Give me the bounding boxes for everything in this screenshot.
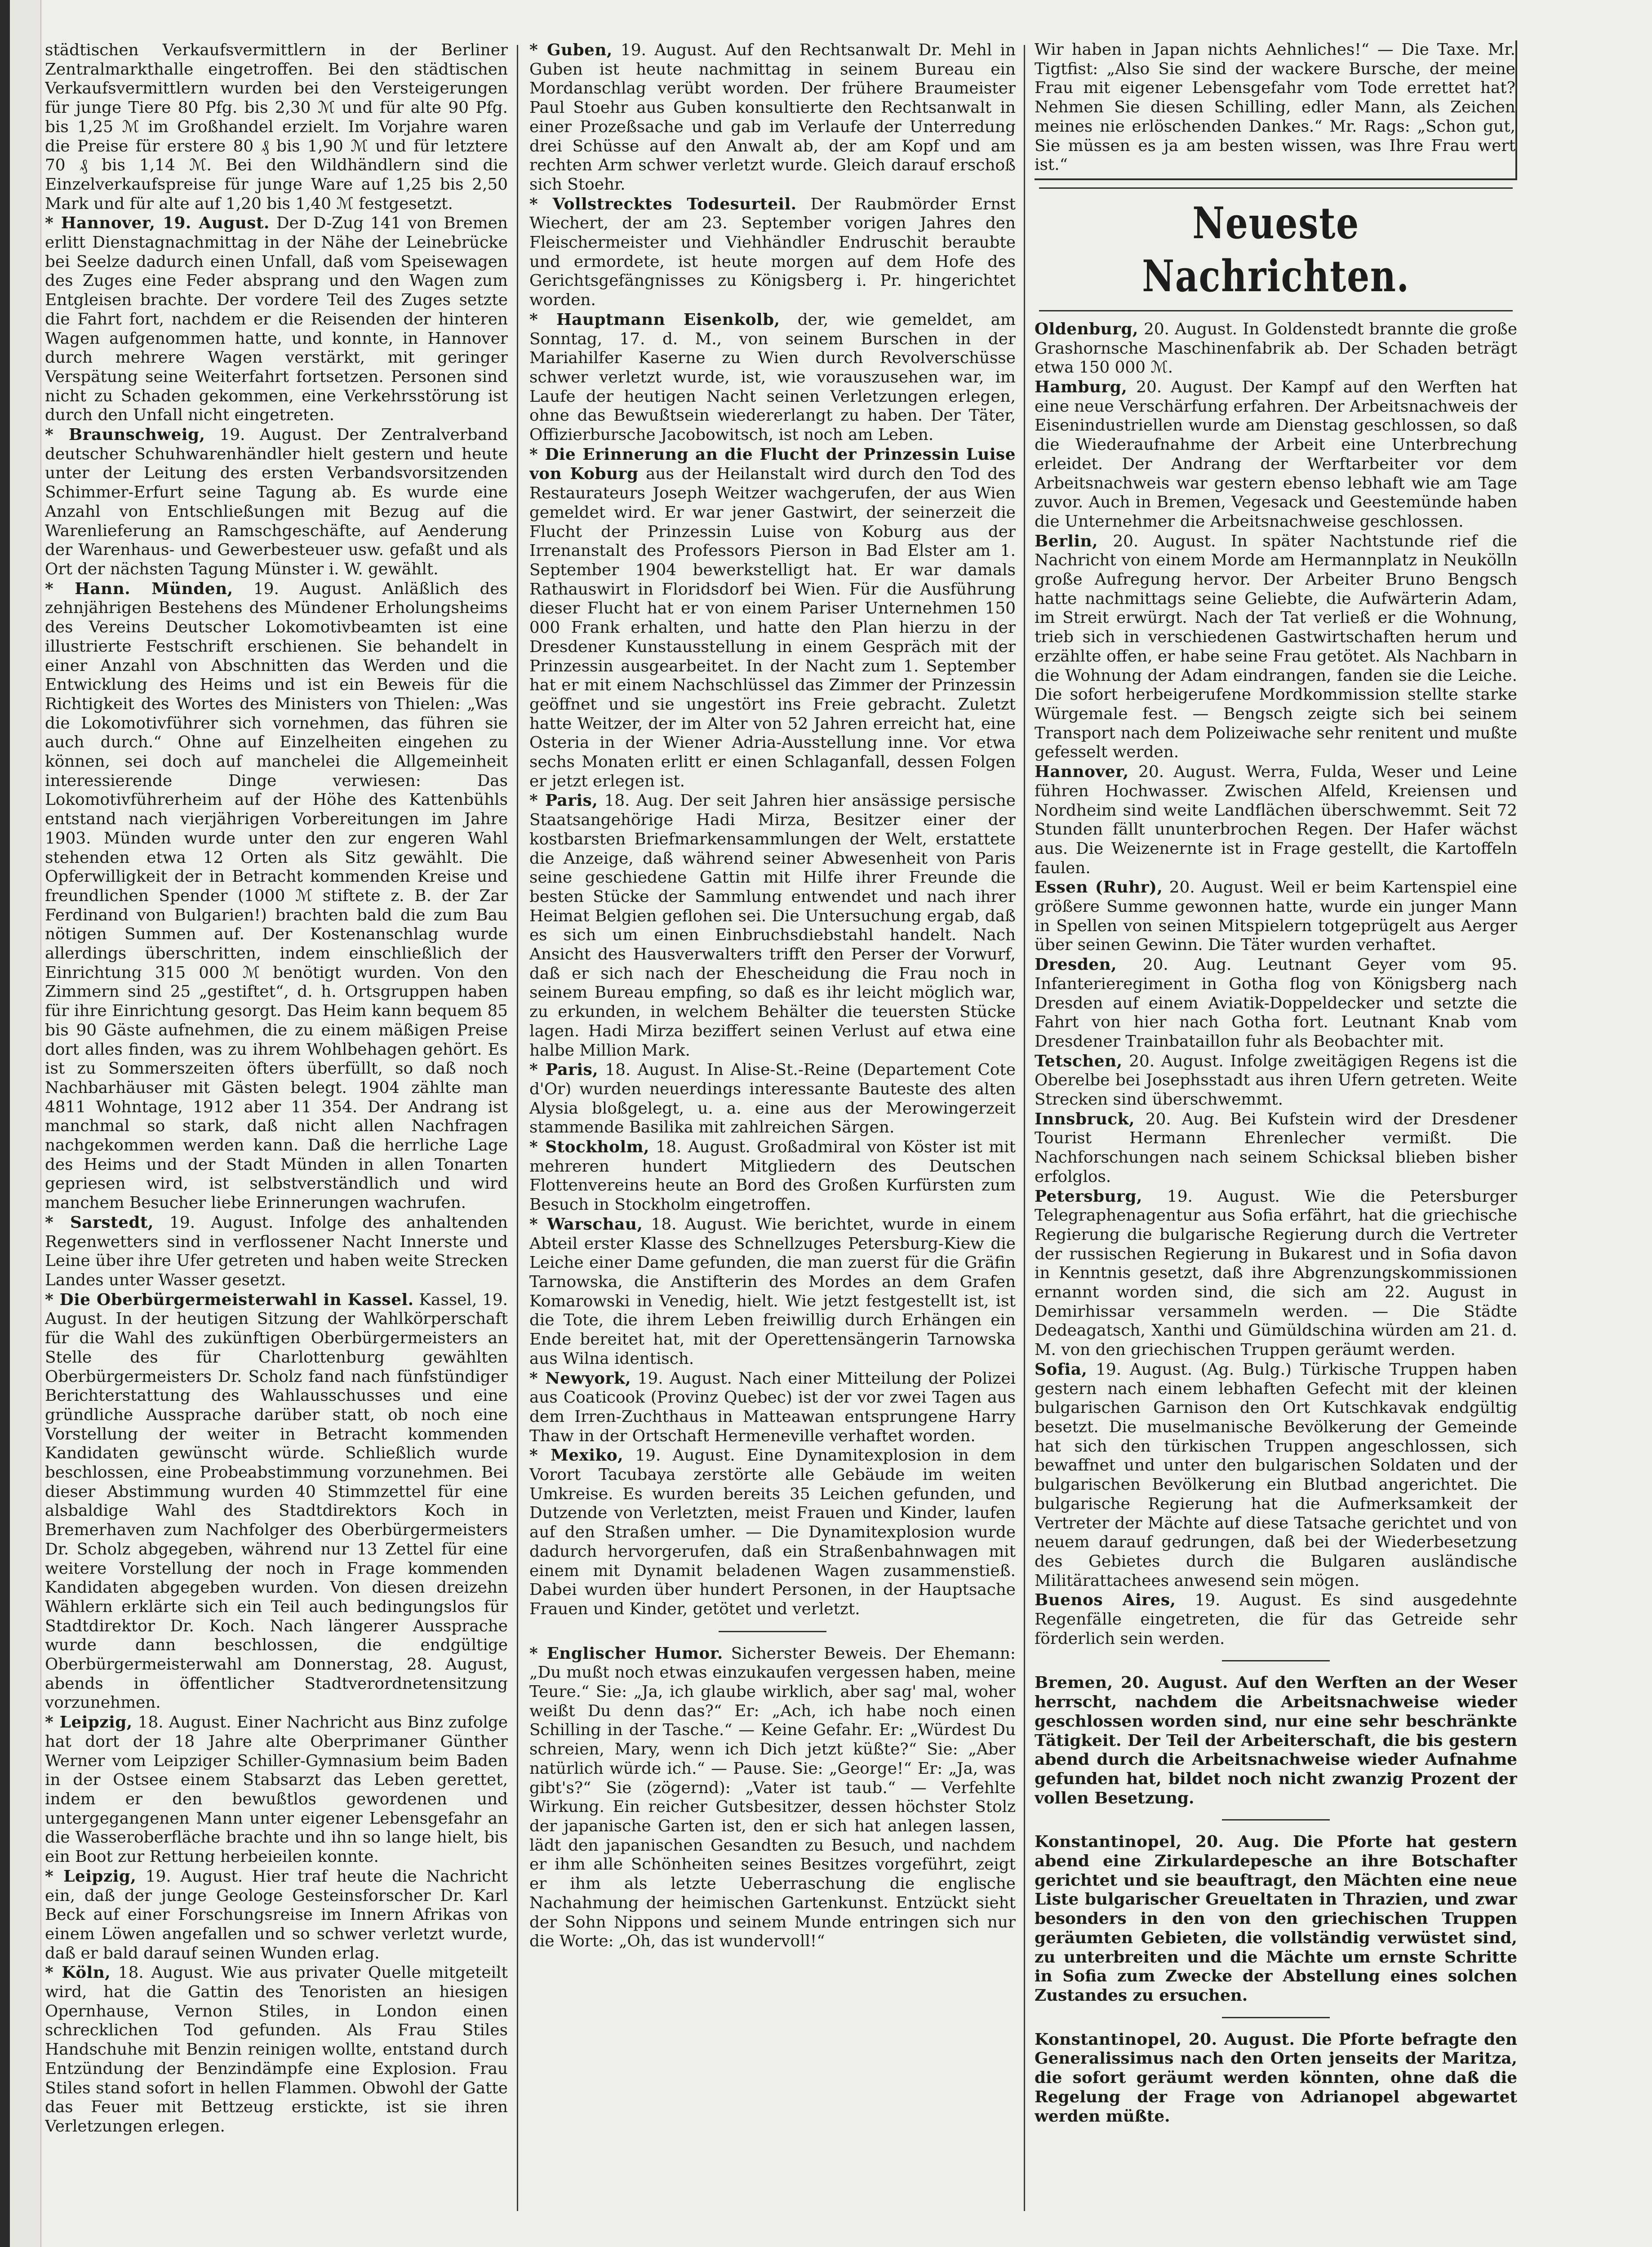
news-item-dateline: Petersburg,	[1035, 1186, 1142, 1206]
news-item	[1035, 1187, 1517, 1360]
news-item	[529, 195, 1016, 310]
column-left	[45, 40, 508, 2247]
news-item	[529, 1446, 1016, 1619]
short-divider	[1222, 1660, 1330, 1661]
news-item-body: 18. August. Großadmiral von Köster ist mit mehreren hundert Mitgliedern des Deutschen Flottenvereins heute an Bord des Großen Kurfürsten zum Besuch in Stockholm eingetroffen.	[529, 1138, 1016, 1214]
news-item-dateline: Bremen, 20. August.	[1035, 1673, 1229, 1692]
section-title-underline	[1039, 310, 1513, 311]
news-item	[1035, 532, 1517, 762]
news-item-body: 19. August. Anläßlich des zehnjährigen Bestehens des Mündener Erholungsheims des Vereins Deutscher Lokomotivbeamten ist eine illustrierte Festschrift erschienen. Sie behandelt in einer Anzahl von Abschnitten das Werden und die Entwicklung des Heims und ist ein Beweis für die Richtigkeit des Wortes des Ministers von Thielen: „Was die Lokomotivführer sich vornehmen, das führen sie auch durch.“ Ohne auf Einzelheiten eingehen zu können, sei doch auf manchelei die Allgemeinheit interessierende Dinge verwiesen: Das Lokomotivführerheim auf der Höhe des Kattenbühls entstand nach vierjährigen Vorbereitungen im Jahre 1903. Münden wurde unter den zur engeren Wahl stehenden etwa 12 Orten als Sitz gewählt. Die Opferwilligkeit der in Betracht kommenden Kreise und freundlichen Spender (1000 ℳ stiftete z. B. der Zar Ferdinand von Bulgarien!) brachten bald die zum Bau nötigen Summen auf. Der Kostenanschlag wurde allerdings überschritten, indem einschließlich der Einrichtung 315 000 ℳ benötigt wurden. Von den Zimmern sind 25 „gestiftet“, d. h. Ortsgruppen haben für ihre Einrichtung gesorgt. Das Heim kann bequem 85 bis 90 Gäste aufnehmen, die zu einem mäßigen Preise dort alles finden, was zu ihrem Wohlbehagen gehört. Es ist zu Sommerszeiten öfters überfüllt, so daß noch Nachbarhäuser mit Gästen belegt. 1904 zählte man 4811 Wohntage, 1912 aber 11 354. Der Andrang ist manchmal so stark, daß nicht allen Nachfragen nachgekommen werden kann. Daß die herrliche Lage des Heims und der Stadt Münden in allen Tonarten gepriesen wird, ist selbstverständlich und wird manchem Besucher liebe Erinnerungen wachrufen.	[45, 579, 508, 1212]
column-rule-right	[1024, 45, 1025, 2211]
news-items	[1035, 320, 1517, 1649]
news-item-body: 19. August. Es sind ausgedehnte Regenfälle eingetreten, die für das Getreide sehr förderlich sein werden.	[1035, 1591, 1517, 1648]
news-item	[1035, 1590, 1517, 1648]
news-item-dateline: Konstantinopel, 20. Aug.	[1035, 1832, 1280, 1852]
news-item-body: 20. August. Der Kampf auf den Werften hat eine neue Verschärfung erfahren. Der Arbeitsnachweis der Eisenindustriellen wurde am Dienstag geschlossen, so daß die Wiederaufnahme der Arbeit eine Unterbrechung erleidet. Der Andrang der Werftarbeiter vor dem Arbeitsnachweis war gestern ebenso lebhaft wie am Tage zuvor. Auch in Bremen, Vegesack und Geestemünde haben die Unternehmer die Arbeitsnachweise geschlossen.	[1035, 378, 1517, 531]
news-item	[45, 213, 508, 425]
news-item	[529, 1060, 1016, 1137]
news-item	[45, 1963, 508, 2136]
news-item-dateline: Oldenburg,	[1035, 319, 1139, 338]
news-item-dateline: * Mexiko,	[529, 1446, 624, 1465]
news-item	[1035, 1832, 1517, 2005]
news-item-dateline: Dresden,	[1035, 955, 1117, 974]
short-divider	[719, 1631, 826, 1632]
news-item-dateline: Sofia,	[1035, 1359, 1088, 1379]
short-divider	[1222, 2017, 1330, 2018]
news-item-body: 19. August. Auf den Rechtsanwalt Dr. Mehl in Guben ist heute nachmittag in seinem Bureau ein Mordanschlag verübt worden. Der frühere Braumeister Paul Stoehr aus Guben konsultierte den Rechtsanwalt in einer Prozeßsache und gab im Verlaufe der Unterredung drei Schüsse auf den Anwalt ab, der am Kopf und am rechten Arm schwer verletzt wurde. Gleich darauf erschoß sich Stoehr.	[529, 41, 1016, 194]
news-item-dateline: Buenos Aires,	[1035, 1590, 1176, 1610]
news-item-body: städtischen Verkaufsvermittlern in der Berliner Zentralmarkthalle eingetroffen. Bei den städtischen Verkaufsvermittlern wurden bei den Versteigerungen für junge Tiere 80 Pfg. bis 2,30 ℳ und für alte 90 Pfg. bis 1,25 ℳ im Großhandel erzielt. Im Vorjahre waren die Preise für erstere 80 ₰ bis 1,90 ℳ und für letztere 70 ₰ bis 1,14 ℳ. Bei den Wildhändlern sind die Einzelverkaufspreise für junge Ware auf 1,25 bis 2,50 Mark und für alte auf 1,20 bis 1,40 ℳ festgesetzt.	[45, 41, 508, 213]
news-item-body: 20. August. Werra, Fulda, Weser und Leine führen Hochwasser. Zwischen Alfeld, Kreiensen und Nordheim sind weite Landflächen überschwemmt. Seit 72 Stunden fällt ununterbrochen Regen. Der Hafer wächst aus. Die Weizenernte ist in Frage gestellt, die Kartoffeln faulen.	[1035, 763, 1517, 877]
news-item-dateline: * Hannover, 19. August.	[45, 213, 270, 233]
news-item	[45, 1867, 508, 1963]
news-item-body: 18. August. In Alise-St.-Reine (Departement Cote d'Or) wurden neuerdings interessante Bauteste des alten Alysia bloßgelegt, u. a. eine aus der Merowingerzeit stammende Basilika mit zahlreichen Särgen.	[529, 1061, 1016, 1137]
news-item-body: 18. August. Einer Nachricht aus Binz zufolge hat dort der 18 Jahre alte Oberprimaner Günther Werner vom Leipziger Schiller-Gymnasium beim Baden in der Ostsee einem Stabsarzt das Leben gerettet, indem er den bewußtlos gewordenen und untergegangenen Mann unter eigener Lebensgefahr an die Wasseroberfläche brachte und ihn so lange hielt, bis ein Boot zur Rettung herbeieilen konnte.	[45, 1713, 508, 1866]
news-item-dateline: * Köln,	[45, 1963, 111, 1982]
news-item	[45, 1713, 508, 1867]
news-item	[1035, 955, 1517, 1052]
news-item	[45, 40, 508, 213]
news-item-body: Der Raubmörder Ernst Wiechert, der am 23. September vorigen Jahres den Fleischermeister und Viehhändler Endruschit beraubte und ermordete, ist heute morgen auf dem Hofe des Gerichtsgefängnisses zu Königsberg i. Pr. hingerichtet worden.	[529, 195, 1016, 310]
news-item-dateline: Innsbruck,	[1035, 1109, 1135, 1128]
news-item	[1035, 1360, 1517, 1590]
news-item	[1035, 878, 1517, 955]
news-item	[1035, 2030, 1517, 2126]
news-item	[45, 1213, 508, 1290]
news-item-body: 19. August. Infolge des anhaltenden Regenwetters sind in verflossener Nacht Innerste und Leine über ihre Ufer getreten und haben weite Strecken Landes unter Wasser gesetzt.	[45, 1213, 508, 1289]
section-title: Neueste Nachrichten.	[1142, 197, 1410, 302]
news-item-dateline: Konstantinopel, 20. August.	[1035, 2029, 1295, 2049]
news-item	[1035, 1052, 1517, 1110]
telegram-items	[1035, 1673, 1517, 2126]
scan-gutter-edge	[0, 0, 10, 2247]
news-item-dateline: * Die Erinnerung an die Flucht der Prinzessin Luise von Koburg	[529, 444, 1016, 484]
column-right	[1035, 40, 1517, 2247]
news-item-dateline: * Hann. Münden,	[45, 579, 233, 598]
news-item-body: 19. August. Eine Dynamitexplosion in dem Vorort Tacubaya zerstörte alle Gebäude im weiten Umkreise. Es wurden bereits 35 Leichen gefunden, und Dutzende von Verletzten, meist Frauen und Kinder, laufen auf den Straßen umher. — Die Dynamitexplosion wurde dadurch hervorgerufen, daß ein Straßenbahnwagen mit einem mit Dynamit beladenen Wagen zusammenstieß. Dabei wurden über hundert Personen, in der Hauptsache Frauen und Kinder, getötet und verletzt.	[529, 1446, 1016, 1618]
news-item-dateline: Tetschen,	[1035, 1051, 1123, 1070]
humor-continuation-box	[1035, 40, 1517, 180]
news-item-dateline: * Newyork,	[529, 1368, 631, 1388]
news-item-dateline: * Englischer Humor.	[529, 1643, 723, 1663]
news-item	[529, 310, 1016, 445]
news-item-body: 18. Aug. Der seit Jahren hier ansässige persische Staatsangehörige Hadi Mirza, Besitzer einer der kostbarsten Briefmarkensammlungen der Welt, erstattete die Anzeige, daß während seiner Abwesenheit von Paris seine geschiedene Gattin mit Hilfe ihrer Freunde die besten Stücke der Sammlung entwendet und nach ihrer Heimat Belgien geflohen sei. Die Untersuchung ergab, daß es sich um einen Einbruchsdiebstahl handelt. Nach Ansicht des Hausverwalters trifft den Perser der Vorwurf, daß er sich nach der Ehescheidung die Frau noch in seinem Bureau empfing, so daß es ihr leicht möglich war, zu erkunden, in welchem Behälter die teuersten Stücke lagen. Hadi Mirza beziffert seinen Verlust auf etwa eine halbe Million Mark.	[529, 791, 1016, 1060]
news-item	[1035, 320, 1517, 377]
news-item-body: Sicherster Beweis. Der Ehemann: „Du mußt noch etwas einzukaufen vergessen haben, meine Teure.“ Sie: „Ja, ich glaube wirklich, aber sag' mal, woher weißt Du denn das?“ Er: „Ach, ich habe noch einen Schilling in der Tasche.“ — Keine Gefahr. Er: „Würdest Du schreien, Mary, wenn ich Dich jetzt küßte?“ Sie: „Aber natürlich würde ich.“ — Pause. Sie: „George!“ Er: „Ja, was gibt's?“ Sie (zögernd): „Vater ist taub.“ — Verfehlte Wirkung. Ein reicher Gutsbesitzer, dessen höchster Stolz der japanische Garten ist, den er sich hat anlegen lassen, lädt den japanischen Gesandten zu Besuch, und nachdem er ihm alle Schönheiten seines Besitzes vorgeführt, zeigt er ihm als letzte Ueberraschung die englische Nachahmung der heimischen Gartenkunst. Entzückt sieht der Sohn Nippons und seinem Munde entringen sich nur die Worte: „Oh, das ist wundervoll!“	[529, 1644, 1016, 1951]
news-item-body: 20. August. In Goldenstedt brannte die große Grashornsche Maschinenfabrik ab. Der Schaden beträgt etwa 150 000 ℳ.	[1035, 320, 1517, 377]
column-rule-left	[517, 45, 518, 2211]
column-middle	[529, 40, 1016, 2247]
news-item-dateline: Berlin,	[1035, 531, 1098, 551]
news-item-dateline: * Vollstrecktes Todesurteil.	[529, 194, 797, 213]
news-item	[1035, 762, 1517, 878]
news-item-body: 19. August. Nach einer Mitteilung der Polizei aus Coaticook (Provinz Quebec) ist der vor zwei Tagen aus dem Irren-Zuchthaus in Matteawan entsprungene Harry Thaw in der Ortschaft Hermeneville verhaftet worden.	[529, 1369, 1016, 1445]
news-item	[529, 1137, 1016, 1215]
news-item-dateline: * Die Oberbürgermeisterwahl in Kassel.	[45, 1290, 414, 1309]
news-item-dateline: * Sarstedt,	[45, 1212, 154, 1232]
news-item-body: 20. Aug. Bei Kufstein wird der Dresdener Tourist Hermann Ehrenlecher vermißt. Die Nachforschungen nach seinem Schicksal blieben bisher erfolglos.	[1035, 1110, 1517, 1186]
news-item-body: Auf den Werften an der Weser herrscht, nachdem die Arbeitsnachweise wieder geschlossen worden sind, nur eine sehr beschränkte Tätigkeit. Der Teil der Arbeiterschaft, die bis gestern abend durch die Arbeitsnachweise wieder Aufnahme gefunden hat, bildet noch nicht zwanzig Prozent der vollen Besetzung.	[1035, 1673, 1517, 1807]
news-item	[1035, 1110, 1517, 1187]
news-item-body: Kassel, 19. August. In der heutigen Sitzung der Wahlkörperschaft für die Wahl des zukünftigen Oberbürgermeisters an Stelle des für Charlottenburg gewählten Oberbürgermeisters Dr. Scholz fand nach fünfstündiger Berichterstattung des Wahlausschusses und eine gründliche Aussprache darüber statt, ob noch eine Vorstellung der weiter in Betracht kommenden Kandidaten gewünscht würde. Schließlich wurde beschlossen, eine Probeabstimmung vorzunehmen. Bei dieser Abstimmung wurden 40 Stimmzettel für eine alsbaldige Wahl des Stadtdirektors Koch in Bremerhaven zum Nachfolger des Oberbürgermeisters Dr. Scholz abgegeben, während nur 13 Zettel für eine weitere Vorstellung der noch in Frage kommenden Kandidaten abgegeben wurden. Von diesen dreizehn Wählern erklärte sich ein Teil auch bedingungslos für Stadtdirektor Dr. Koch. Nach längerer Aussprache wurde dann beschlossen, die endgültige Oberbürgermeisterwahl am Donnerstag, 28. August, abends in öffentlicher Stadtverordnetensitzung vorzunehmen.	[45, 1290, 508, 1712]
section-divider	[1039, 187, 1513, 189]
news-item-body: Der D-Zug 141 von Bremen erlitt Dienstagnachmittag in der Nähe der Leinebrücke bei Seelze dadurch einen Unfall, daß vom Speisewagen des Zuges eine Feder absprang und den Wagen zum Entgleisen brachte. Der vordere Teil des Zuges setzte die Fahrt fort, nachdem er die Reisenden der hinteren Wagen aufgenommen hatte, und konnte, in Hannover durch mehrere Wagen verstärkt, mit geringer Verspätung seine Weiterfahrt fortsetzen. Personen sind nicht zu Schaden gekommen, eine Verkehrsstörung ist durch den Unfall nicht eingetreten.	[45, 214, 508, 425]
news-item-dateline: * Warschau,	[529, 1214, 643, 1234]
news-item	[529, 445, 1016, 791]
news-item-body: 20. August. Infolge zweitägigen Regens ist die Oberelbe bei Josephsstadt aus ihren Ufern getreten. Weite Strecken sind überschwemmt.	[1035, 1052, 1517, 1109]
news-item-dateline: * Hauptmann Eisenkolb,	[529, 310, 780, 329]
news-item	[529, 1644, 1016, 1951]
news-item-body: 18. August. Wie berichtet, wurde in einem Abteil erster Klasse des Schnellzuges Petersburg-Kiew die Leiche einer Dame gefunden, die man zuerst für die Gräfin Tarnowska, die Anstifterin des Mordes an dem Grafen Komarowski in Venedig, hielt. Wie jetzt festgestellt ist, ist die Tote, die ihrem Leben freiwillig durch Erhängen ein Ende bereitet hat, mit der Operettensängerin Tarnowska aus Wilna identisch.	[529, 1215, 1016, 1368]
news-item	[45, 425, 508, 579]
news-item-body: 19. August. Wie die Petersburger Telegraphenagentur aus Sofia erfährt, hat die griechische Regierung die bulgarische Regierung durch die Vertreter der russischen Regierung in Bukarest und in Sofia davon in Kenntnis gesetzt, daß ihre Abgrenzungskommissionen ernannt worden sind, die sich am 22. August in Demirhissar versammeln werden. — Die Städte Dedeagatsch, Xanthi und Gümüldschina würden am 21. d. M. von den griechischen Truppen geräumt werden.	[1035, 1187, 1517, 1359]
news-item-dateline: * Stockholm,	[529, 1137, 649, 1157]
news-item-body: 19. August. Hier traf heute die Nachricht ein, daß der junge Geologe Gesteinsforscher Dr. Karl Beck auf einer Forschungsreise im Innern Afrikas von einem Löwen angefallen und so schwer verletzt wurde, daß er bald darauf seinen Wunden erlag.	[45, 1867, 508, 1963]
news-item-body: 20. August. Weil er beim Kartenspiel eine größere Summe gewonnen hatte, wurde ein junger Mann in Spellen von seinen Mitspielern totgeprügelt aus Aerger über seinen Gewinn. Die Täter wurden verhaftet.	[1035, 878, 1517, 955]
news-item-body: 20. Aug. Leutnant Geyer vom 95. Infanterieregiment in Gotha flog von Königsberg nach Dresden auf einem Aviatik-Doppeldecker und setzte die Fahrt von hier nach Gotha fort. Leutnant Knab vom Dresdener Trainbataillon fuhr als Beobachter mit.	[1035, 955, 1517, 1051]
news-item	[529, 791, 1016, 1060]
news-item-dateline: Hannover,	[1035, 762, 1129, 782]
news-item-dateline: * Paris,	[529, 1060, 599, 1079]
news-item-body: 19. August. Der Zentralverband deutscher Schuhwarenhändler hielt gestern und heute unter der Leitung des ersten Verbandsvorsitzenden Schimmer-Erfurt seine Tagung ab. Es wurde eine Anzahl von Entschließungen mit Bezug auf die Warenlieferung an Ramschgeschäfte, auf Aenderung der Warenhaus- und Gewerbesteuer usw. gefaßt und als Ort der nächsten Tagung Münster i. W. gewählt.	[45, 426, 508, 578]
news-item-body: aus der Heilanstalt wird durch den Tod des Restaurateurs Joseph Weitzer wachgerufen, der aus Wien gemeldet wird. Er war jener Gastwirt, der seinerzeit die Flucht der Prinzessin Luise von Koburg aus der Irrenanstalt des Professors Pierson in Bad Elster am 1. September 1904 bewerkstelligt hat. Er war damals Rathauswirt in Floridsdorf bei Wien. Für die Ausführung dieser Flucht hat er von einem Pariser Unternehmen 150 000 Frank erhalten, und hatte den Plan hierzu in der Dresdener Kunstausstellung in einem Gespräch mit der Prinzessin ausgearbeitet. In der Nacht zum 1. September hat er mit einem Nachschlüssel das Zimmer der Prinzessin geöffnet und sie ungestört ins Freie gebracht. Zuletzt hatte Weitzer, der im Alter von 52 Jahren erreicht hat, eine Osteria in der Wiener Adria-Ausstellung inne. Vor etwa sechs Monaten erlitt er einen Schlaganfall, dessen Folgen er jetzt erlegen ist.	[529, 465, 1016, 790]
news-item	[529, 1215, 1016, 1369]
news-item-dateline: * Leipzig,	[45, 1866, 137, 1886]
news-item	[529, 1369, 1016, 1446]
short-divider	[1222, 1819, 1330, 1821]
news-item-body: der, wie gemeldet, am Sonntag, 17. d. M., von seinem Burschen in der Mariahilfer Kaserne zu Wien durch Revolverschüsse schwer verletzt wurde, ist, wie vorauszusehen war, im Laufe der heutigen Nacht seinen Verletzungen erlegen, ohne das Bewußtsein wiedererlangt zu haben. Der Täter, Offizierbursche Jacobowitsch, ist noch am Leben.	[529, 310, 1016, 444]
news-item-dateline: * Paris,	[529, 791, 598, 810]
adjacent-page-sliver	[10, 0, 41, 2247]
news-item	[1035, 1673, 1517, 1807]
news-item-body: 19. August. (Ag. Bulg.) Türkische Truppen haben gestern nach einem lebhaften Gefecht mit der kleinen bulgarischen Garnison den Ort Kutschkavak endgültig besetzt. Die muselmanische Bevölkerung der Gemeinde hat sich den türkischen Truppen angeschlossen, sich bewaffnet und unter den bulgarischen Soldaten und der bulgarischen Bevölkerung ein Blutbad angerichtet. Die bulgarische Regierung hat die Aufmerksamkeit der Vertreter der Mächte auf diese Tatsache gerichtet und von neuem darauf gedrungen, daß bei der Wiederbesetzung des Gebietes durch die Bulgaren ausländische Militärattachees anwesend sein mögen.	[1035, 1360, 1517, 1590]
news-item-body: Die Pforte hat gestern abend eine Zirkulardepesche an ihre Botschafter gerichtet und sie beauftragt, den Mächten eine neue Liste bulgarischer Greueltaten in Thrazien, und zwar besonders in den von den griechischen Truppen geräumten Gebieten, die vollständig verwüstet sind, zu unterbreiten und die Mächte um ernste Schritte in Sofia zum Zwecke der Abstellung eines solchen Zustandes zu ersuchen.	[1035, 1832, 1517, 2005]
news-item-dateline: Essen (Ruhr),	[1035, 878, 1163, 897]
news-item-body: 18. August. Wie aus privater Quelle mitgeteilt wird, hat die Gattin des Tenoristen an hiesigen Opernhause, Vernon Stiles, in London einen schrecklichen Tod gefunden. Als Frau Stiles Handschuhe mit Benzin reinigen wollte, entstand durch Entzündung der Benzindämpfe eine Explosion. Frau Stiles stand sofort in hellen Flammen. Obwohl der Gatte das Feuer mit Bettzeug erstickte, ist sie ihren Verletzungen erlegen.	[45, 1963, 508, 2136]
news-item	[1035, 377, 1517, 532]
news-item	[45, 579, 508, 1213]
news-item-dateline: * Leipzig,	[45, 1713, 133, 1732]
news-item	[529, 40, 1016, 195]
news-item-body: Die Pforte befragte den Generalissimus nach den Orten jenseits der Maritza, die sofort geräumt werden könnten, ohne daß die Regelung der Frage von Adrianopel abgewartet werden müßte.	[1035, 2029, 1517, 2126]
news-item-dateline: Hamburg,	[1035, 377, 1128, 397]
news-item-dateline: * Braunschweig,	[45, 425, 205, 444]
news-item-dateline: * Guben,	[529, 40, 613, 59]
news-item	[45, 1290, 508, 1713]
news-item-body: 20. August. In später Nachtstunde rief die Nachricht von einem Morde am Hermannplatz in Neukölln große Aufregung hervor. Der Arbeiter Bruno Bengsch hatte nachmittags seine Geliebte, die Aufwärterin Adam, im Streit erwürgt. Nach der Tat verließ er die Wohnung, trieb sich in verschiedenen Gastwirtschaften herum und erzählte offen, er habe seine Frau getötet. Als Nachbarn in die Wohnung der Adam eindrangen, fanden sie die Leiche. Die sofort herbeigerufene Mordkommission stellte starke Würgemale fest. — Bengsch zeigte sich bei seinem Transport nach dem Polizeiwache sehr renitent und mußte gefesselt werden.	[1035, 532, 1517, 762]
humor-continuation-text: Wir haben in Japan nichts Aehnliches!“ — Die Taxe. Mr. Tigtfist: „Also Sie sind der wackere Bursche, der meine Frau mit eigener Lebensgefahr vom Tode errettet hat? Nehmen Sie diesen Schilling, edler Mann, als Zeichen meines nie erlöschenden Dankes.“ Mr. Rags: „Schon gut, Sie müssen es ja am besten wissen, was Ihre Frau wert ist.“	[1035, 40, 1515, 174]
